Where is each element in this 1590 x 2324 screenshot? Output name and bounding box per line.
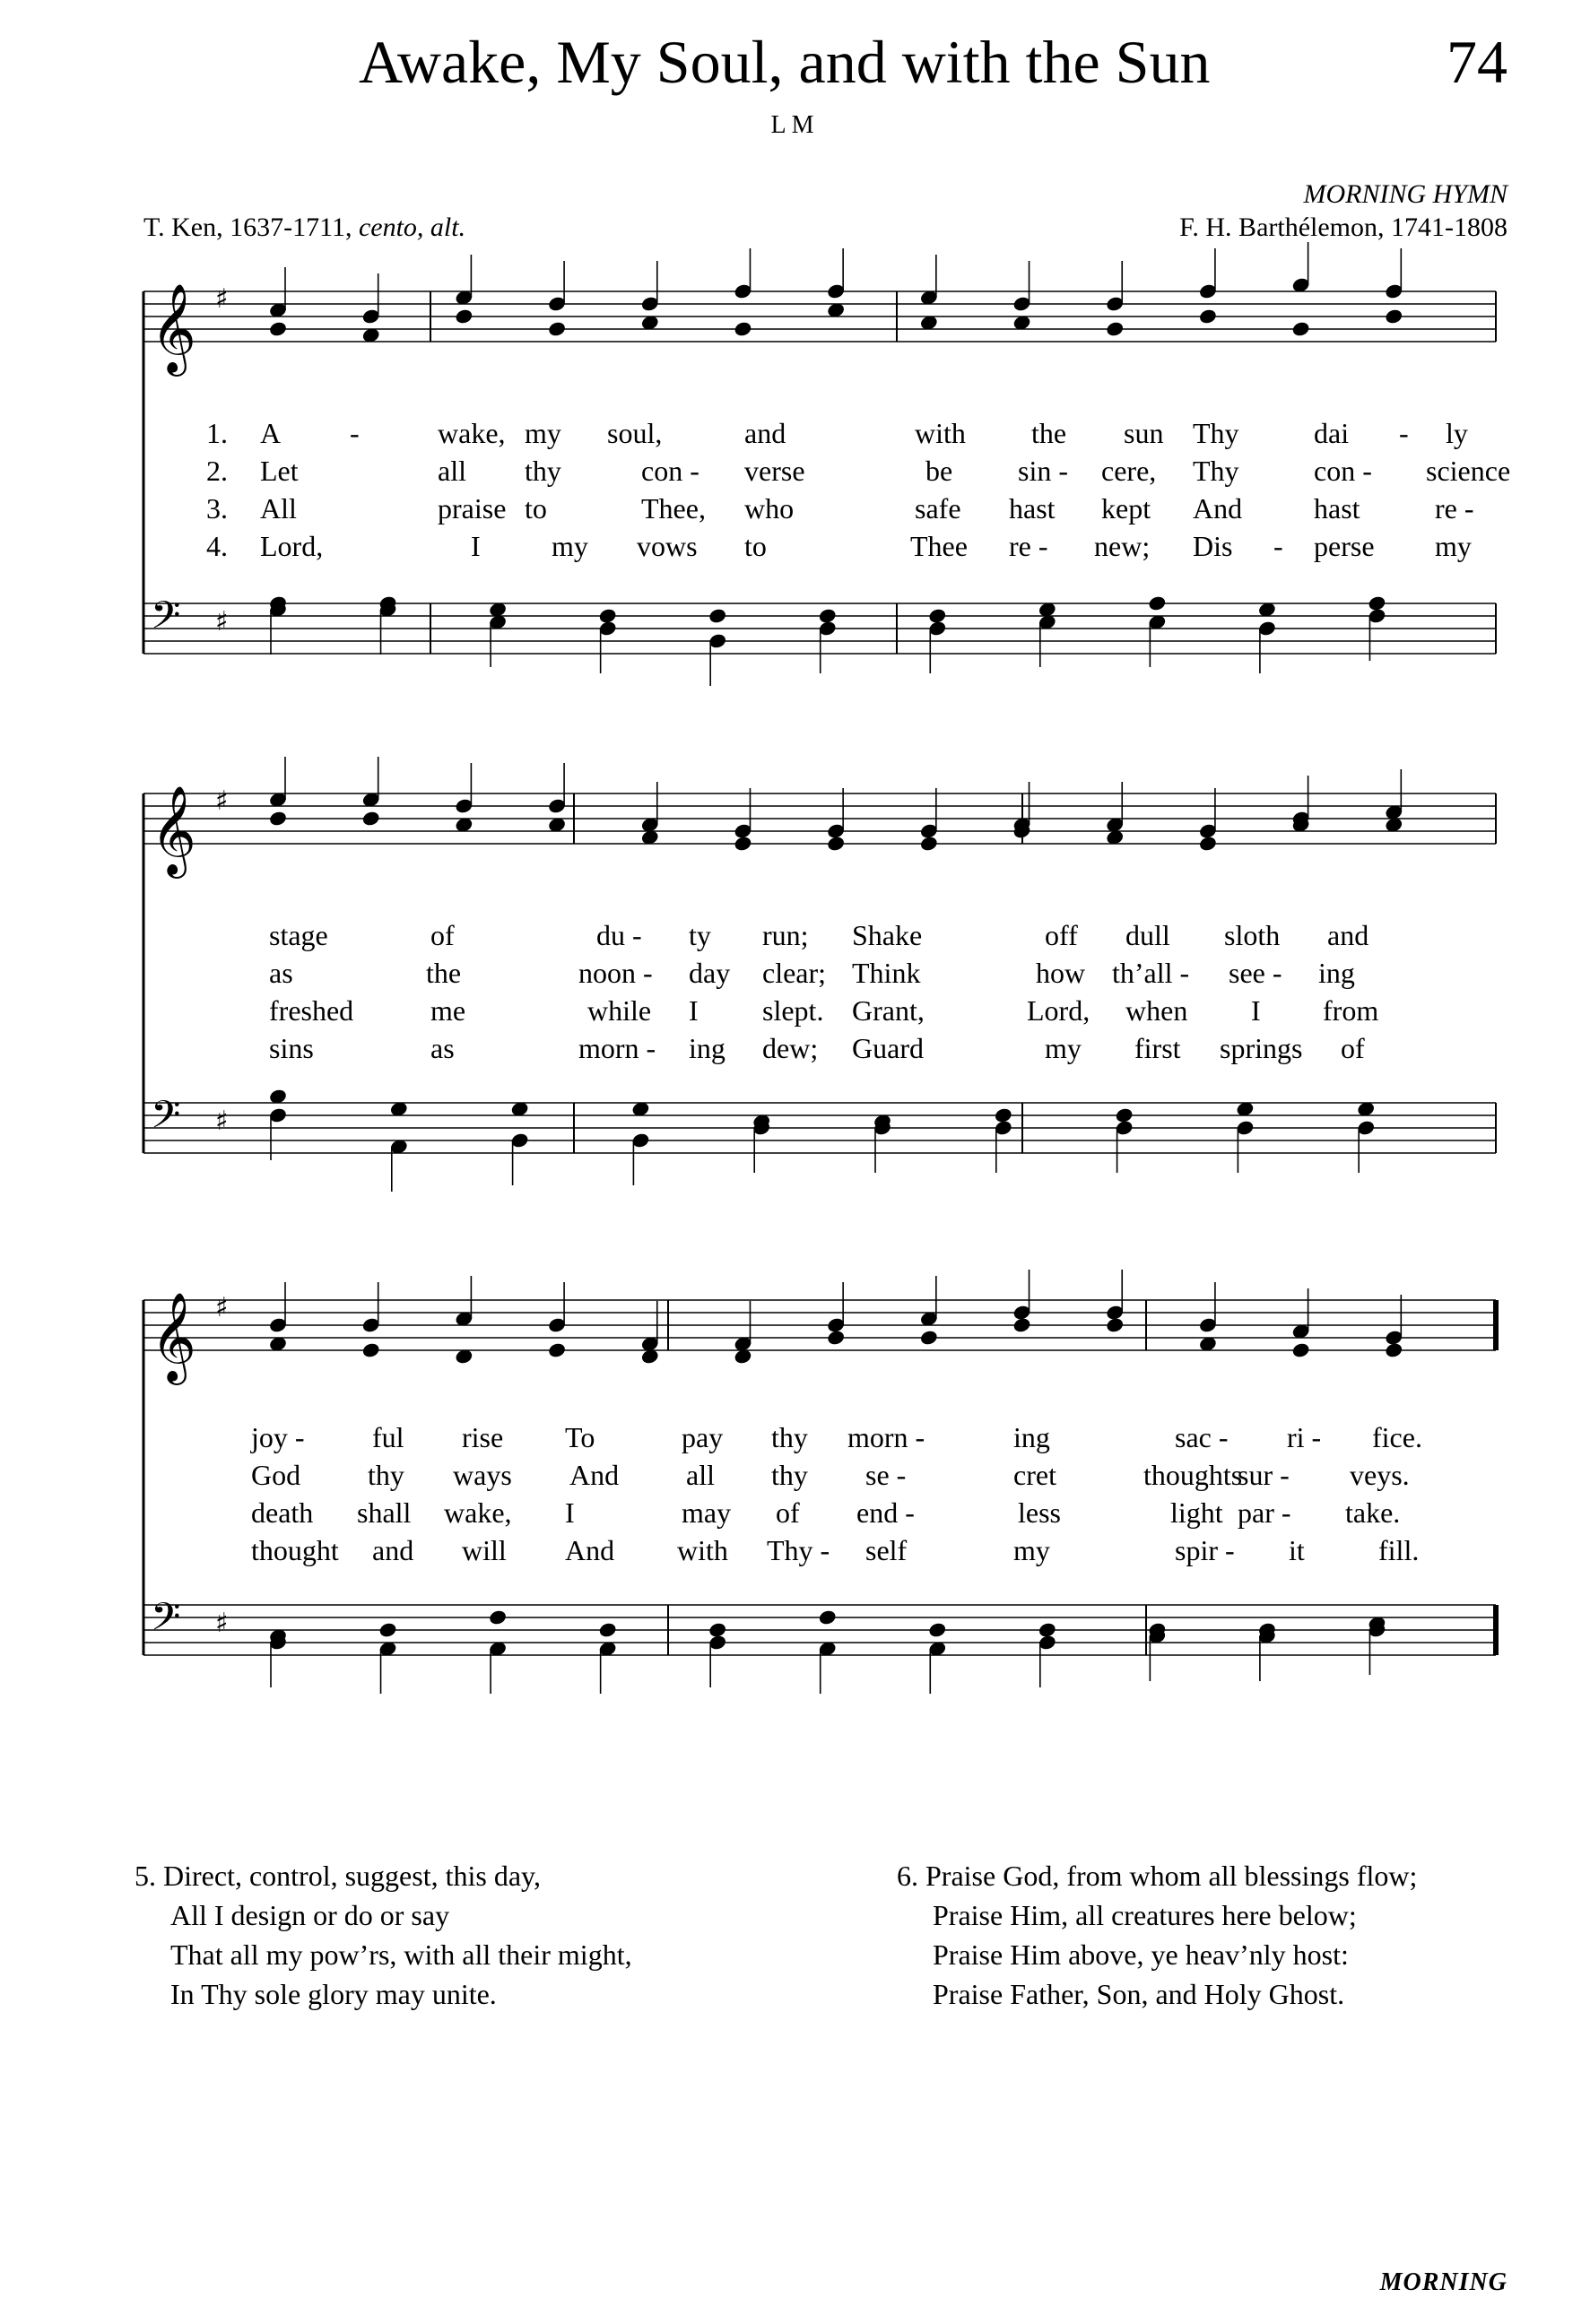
lyric-syllable: less	[1018, 1496, 1061, 1529]
treble-clef-icon: 𝄞	[151, 1292, 196, 1382]
lyric-syllable: to	[744, 530, 767, 562]
lyric-syllable: con -	[641, 455, 699, 487]
bass-note-head	[818, 607, 838, 624]
lyric-syllable: sins	[269, 1032, 314, 1064]
treble-note-head	[734, 835, 753, 852]
lyric-syllable: ing	[1318, 957, 1355, 989]
lyric-syllable: ly	[1446, 417, 1468, 449]
lyric-syllable: of	[776, 1496, 800, 1529]
lyric-syllable: Dis	[1193, 530, 1233, 562]
lyric-syllable: par -	[1238, 1496, 1291, 1529]
lyric-syllable: may	[682, 1496, 732, 1529]
lyric-syllable: the	[1031, 417, 1067, 449]
key-signature-sharp-icon: ♯	[215, 283, 229, 315]
lyric-syllable: thought	[251, 1534, 339, 1566]
lyric-syllable: pay	[682, 1421, 724, 1453]
treble-note-head	[826, 835, 846, 852]
lyric-syllable: Lord,	[1027, 994, 1090, 1027]
lyric-syllable: cret	[1013, 1459, 1056, 1491]
lyric-syllable: 4.	[206, 530, 228, 562]
treble-note-head	[1291, 1341, 1311, 1358]
lyric-syllable: vows	[637, 530, 698, 562]
treble-note-head	[361, 1341, 381, 1358]
lyric-syllable: verse	[744, 455, 805, 487]
lyric-syllable: science	[1426, 455, 1511, 487]
lyric-syllable: sun	[1124, 417, 1164, 449]
lyric-syllable: springs	[1220, 1032, 1303, 1064]
treble-note-head	[1012, 1316, 1032, 1333]
lyric-syllable: joy -	[251, 1421, 305, 1453]
bass-note-head	[1115, 1106, 1134, 1123]
lyric-syllable: I	[1251, 994, 1261, 1027]
stanza-5-line-1: 5. Direct, control, suggest, this day,	[135, 1860, 541, 1892]
stanza-5-line-4: In Thy sole glory may unite.	[170, 1978, 497, 2010]
bass-note-head	[1148, 594, 1168, 611]
lyric-syllable: fill.	[1378, 1534, 1420, 1566]
bass-note-head	[708, 607, 727, 624]
lyric-syllable: du -	[596, 919, 642, 951]
lyric-syllable: to	[525, 492, 547, 525]
lyric-syllable: hast	[1314, 492, 1360, 525]
lyric-syllable: and	[1327, 919, 1369, 951]
tune-name: MORNING HYMN	[1303, 179, 1507, 209]
treble-note-head	[455, 308, 474, 325]
lyric-syllable: it	[1289, 1534, 1305, 1566]
treble-note-head	[1291, 320, 1311, 337]
bass-clef-icon: 𝄢	[151, 1093, 181, 1147]
treble-note-head	[1384, 1341, 1403, 1358]
lyric-syllable: ful	[372, 1421, 404, 1453]
lyric-syllable: all	[438, 455, 466, 487]
treble-note-head	[919, 835, 939, 852]
lyric-syllable: safe	[915, 492, 961, 525]
lyric-syllable: who	[744, 492, 795, 525]
key-signature-sharp-icon: ♯	[215, 606, 229, 637]
lyric-syllable: 3.	[206, 492, 228, 525]
stanza-5-line-3: That all my pow’rs, with all their might,	[170, 1938, 632, 1971]
lyric-syllable: my	[552, 530, 588, 562]
lyric-syllable: of	[430, 919, 455, 951]
treble-note-head	[1384, 308, 1403, 325]
bass-note-head	[378, 1621, 398, 1638]
lyric-syllable: veys.	[1350, 1459, 1410, 1491]
bass-note-head	[927, 1621, 947, 1638]
stanza-5-line-2: All I design or do or say	[170, 1899, 450, 1931]
lyric-syllable: my	[1013, 1534, 1050, 1566]
stanza-6-line-3: Praise Him above, ye heav’nly host:	[933, 1938, 1349, 1971]
lyric-syllable: while	[587, 994, 652, 1027]
lyric-syllable: Thee,	[641, 492, 706, 525]
lyric-syllable: all	[686, 1459, 715, 1491]
lyric-syllable: new;	[1094, 530, 1151, 562]
lyric-syllable: cere,	[1101, 455, 1157, 487]
bass-clef-icon: 𝄢	[151, 594, 181, 647]
lyric-syllable: sur -	[1238, 1459, 1290, 1491]
bass-note-head	[1038, 1621, 1057, 1638]
treble-note-head	[1198, 835, 1218, 852]
treble-note-head	[268, 320, 288, 337]
treble-note-head	[547, 320, 567, 337]
composer-credit: F. H. Barthélemon, 1741-1808	[1179, 212, 1507, 242]
lyric-syllable: self	[865, 1534, 908, 1566]
lyric-syllable: when	[1125, 994, 1188, 1027]
lyric-syllable: Thy	[1193, 417, 1239, 449]
treble-note-head	[734, 320, 753, 337]
bass-note-head	[994, 1106, 1013, 1123]
lyric-syllable: me	[430, 994, 466, 1027]
treble-note-head	[1105, 1316, 1125, 1333]
lyric-syllable: sin -	[1018, 455, 1068, 487]
lyric-syllable: 1.	[206, 417, 228, 449]
lyric-syllable: thoughts	[1143, 1459, 1243, 1491]
lyric-syllable: ty	[689, 919, 711, 951]
lyric-syllable: Think	[852, 957, 921, 989]
lyric-syllable: And	[1193, 492, 1243, 525]
lyric-syllable: slept.	[762, 994, 824, 1027]
lyric-syllable: I	[565, 1496, 575, 1529]
lyric-syllable: -	[350, 417, 360, 449]
lyric-syllable: from	[1323, 994, 1379, 1027]
lyric-syllable: death	[251, 1496, 314, 1529]
lyric-syllable: clear;	[762, 957, 827, 989]
lyric-syllable: shall	[357, 1496, 412, 1529]
lyric-syllable: as	[430, 1032, 455, 1064]
lyric-syllable: take.	[1345, 1496, 1401, 1529]
stanza-5	[135, 1856, 632, 2014]
lyric-syllable: Thy	[1193, 455, 1239, 487]
hymn-number: 74	[1447, 28, 1507, 96]
lyric-syllable: thy	[525, 455, 561, 487]
lyric-syllable: ways	[453, 1459, 512, 1491]
lyric-syllable: and	[744, 417, 786, 449]
lyric-syllable: with	[677, 1534, 728, 1566]
treble-note-head	[826, 1329, 846, 1346]
bass-note-head	[927, 607, 947, 624]
key-signature-sharp-icon: ♯	[215, 1106, 229, 1137]
treble-note-head	[268, 810, 288, 827]
lyric-syllable: dull	[1125, 919, 1170, 951]
lyric-syllable: noon -	[578, 957, 653, 989]
lyric-syllable: as	[269, 957, 293, 989]
lyric-syllable: To	[565, 1421, 595, 1453]
lyric-syllable: soul,	[607, 417, 663, 449]
lyric-syllable: ing	[689, 1032, 725, 1064]
lyric-syllable: end -	[856, 1496, 915, 1529]
lyric-syllable: wake,	[438, 417, 506, 449]
bass-note-head	[818, 1609, 838, 1626]
lyric-syllable: sloth	[1224, 919, 1281, 951]
lyric-syllable: rise	[462, 1421, 504, 1453]
lyric-syllable: morn -	[578, 1032, 656, 1064]
lyric-syllable: th’all -	[1112, 957, 1190, 989]
lyric-syllable: my	[1045, 1032, 1082, 1064]
lyric-syllable: perse	[1314, 530, 1375, 562]
lyric-syllable: dew;	[762, 1032, 819, 1064]
treble-clef-icon: 𝄞	[151, 785, 196, 875]
lyric-syllable: re -	[1435, 492, 1474, 525]
lyric-syllable: will	[462, 1534, 507, 1566]
lyric-syllable: -	[1273, 530, 1283, 562]
bass-note-head	[488, 1609, 508, 1626]
lyric-syllable: re -	[1009, 530, 1048, 562]
lyric-syllable: sac -	[1175, 1421, 1229, 1453]
lyric-syllable: spir -	[1175, 1534, 1235, 1566]
lyric-syllable: -	[1399, 417, 1409, 449]
lyric-syllable: thy	[368, 1459, 404, 1491]
lyric-syllable: Thy -	[767, 1534, 830, 1566]
lyric-syllable: hast	[1009, 492, 1056, 525]
lyric-syllable: Grant,	[852, 994, 925, 1027]
lyric-syllable: day	[689, 957, 731, 989]
lyric-syllable: I	[471, 530, 481, 562]
lyric-syllable: thy	[771, 1421, 808, 1453]
bass-note-head	[598, 607, 618, 624]
lyric-syllable: 2.	[206, 455, 228, 487]
lyric-syllable: be	[925, 455, 953, 487]
lyric-syllable: thy	[771, 1459, 808, 1491]
stanza-6	[897, 1856, 1417, 2014]
lyric-syllable: fice.	[1372, 1421, 1422, 1453]
lyric-syllable: And	[569, 1459, 620, 1491]
bass-note-head	[598, 1621, 618, 1638]
lyric-syllable: dai	[1314, 417, 1350, 449]
treble-note-head	[1198, 308, 1218, 325]
lyric-syllable: my	[525, 417, 561, 449]
treble-clef-icon: 𝄞	[151, 283, 196, 373]
key-signature-sharp-icon: ♯	[215, 1608, 229, 1639]
lyric-syllable: wake,	[444, 1496, 512, 1529]
lyric-syllable: see -	[1229, 957, 1282, 989]
treble-note-head	[361, 810, 381, 827]
lyric-syllable: of	[1341, 1032, 1365, 1064]
treble-note-head	[547, 1341, 567, 1358]
author-name: T. Ken, 1637-1711,	[143, 212, 352, 242]
lyric-syllable: freshed	[269, 994, 354, 1027]
lyric-syllable: And	[565, 1534, 615, 1566]
bass-note-head	[708, 1621, 727, 1638]
lyric-syllable: Let	[260, 455, 299, 487]
lyric-syllable: Thee	[910, 530, 968, 562]
lyric-syllable: and	[372, 1534, 414, 1566]
lyric-syllable: se -	[865, 1459, 907, 1491]
lyric-syllable: con -	[1314, 455, 1372, 487]
lyric-syllable: Lord,	[260, 530, 324, 562]
key-signature-sharp-icon: ♯	[215, 785, 229, 817]
lyric-syllable: run;	[762, 919, 809, 951]
stanza-6-line-4: Praise Father, Son, and Holy Ghost.	[933, 1978, 1345, 2010]
lyric-syllable: stage	[269, 919, 328, 951]
stanza-6-line-1: 6. Praise God, from whom all blessings flow;	[897, 1860, 1418, 1892]
lyric-syllable: God	[251, 1459, 301, 1491]
lyric-syllable: ri -	[1287, 1421, 1322, 1453]
hymn-title: Awake, My Soul, and with the Sun	[359, 28, 1211, 96]
lyric-syllable: Guard	[852, 1032, 924, 1064]
lyric-syllable: A	[260, 417, 282, 449]
bass-note-head	[1368, 594, 1387, 611]
lyric-syllable: Shake	[852, 919, 923, 951]
lyric-syllable: light	[1170, 1496, 1223, 1529]
lyric-syllable: praise	[438, 492, 507, 525]
lyric-syllable: the	[426, 957, 462, 989]
lyric-syllable: I	[689, 994, 699, 1027]
treble-note-head	[1105, 320, 1125, 337]
key-signature-sharp-icon: ♯	[215, 1292, 229, 1323]
lyric-syllable: kept	[1101, 492, 1151, 525]
treble-note-head	[919, 1329, 939, 1346]
lyric-syllable: off	[1045, 919, 1078, 951]
lyric-syllable: morn -	[847, 1421, 925, 1453]
lyric-syllable: first	[1134, 1032, 1181, 1064]
lyric-syllable: my	[1435, 530, 1472, 562]
lyric-syllable: ing	[1013, 1421, 1050, 1453]
lyric-syllable: how	[1036, 957, 1086, 989]
author-note: cento, alt.	[358, 212, 466, 242]
section-footer: MORNING	[1379, 2268, 1507, 2296]
bass-clef-icon: 𝄢	[151, 1595, 181, 1649]
stanza-6-line-2: Praise Him, all creatures here below;	[933, 1899, 1357, 1931]
lyric-syllable: All	[260, 492, 297, 525]
lyric-syllable: with	[915, 417, 966, 449]
meter-label: LM	[770, 111, 820, 139]
